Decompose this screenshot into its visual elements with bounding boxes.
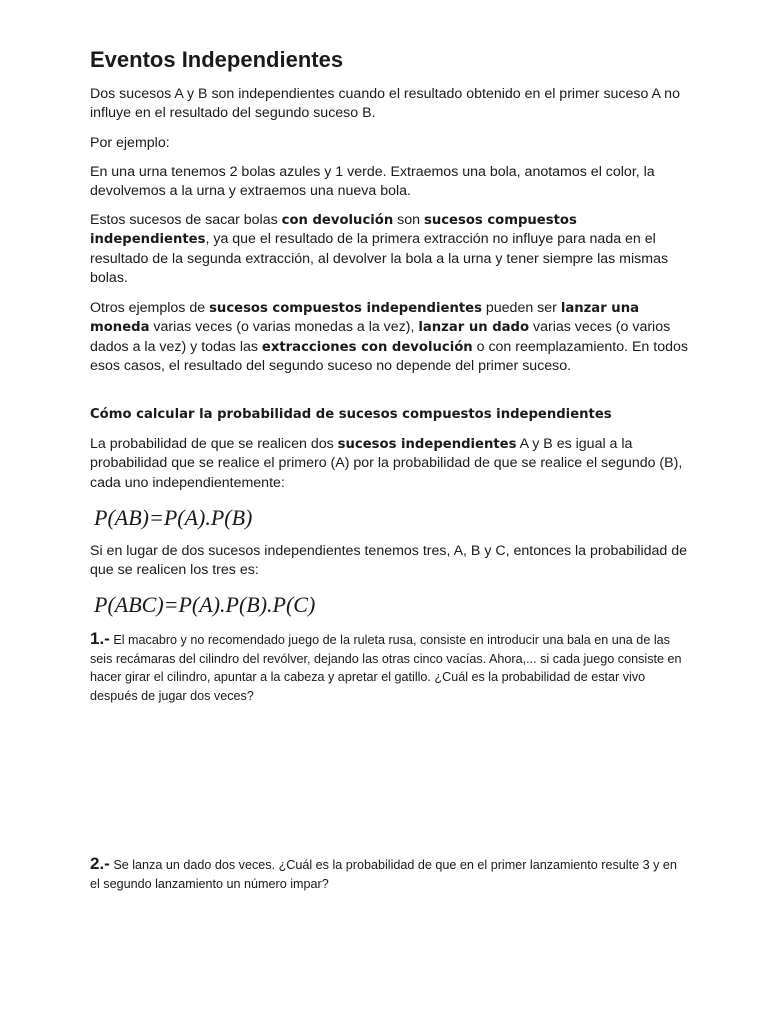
paragraph-urn-example: En una urna tenemos 2 bolas azules y 1 verde. Extraemos una bola, anotamos el color, la devolvemos a la urna y extraemos una nueva bola. [90,164,655,200]
bold-run: con devolución [281,213,394,228]
exercise-1 [90,630,690,705]
exercise-text: El macabro y no recomendado juego de la ruleta rusa, consiste en introducir una bala en una de las seis recámaras del cilindro del revólver, dejando las otras cinco vacías. Ahora,... si cada juego consiste en hacer girar el cilindro, apuntar a la cabeza y apretar el gatillo. ¿Cuál es la probabilidad de estar vivo después de jugar dos veces? [90,633,682,703]
exercise-2 [90,855,690,893]
bold-run: sucesos compuestos independientes [209,301,482,316]
text-run: o con reemplazamiento. En todos esos casos, el resultado del segundo suceso no depende del primer suceso. [90,338,688,375]
formula-two-events: P(AB)=P(A).P(B) [94,505,253,530]
exercise-number: 2.- [90,854,110,873]
bold-run: extracciones con devolución [261,339,473,355]
bold-run: sucesos compuestos independientes [90,213,577,248]
formula-three-events: P(ABC)=P(A).P(B).P(C) [94,592,316,617]
bold-run: sucesos independientes [337,437,517,452]
bold-run: lanzar un dado [418,320,530,336]
text-run: , ya que el resultado de la primera extracción no influye para nada en el resultado de la segunda extracción, al devolver la bola a la urna y tener siempre las mismas bolas. [90,231,669,287]
paragraph-other-examples [90,299,690,377]
text-run: varias veces (o varios dados a la vez) y todas las [90,319,671,355]
page-title: Eventos Independientes [90,47,344,72]
text-run: Otros ejemplos de [90,300,210,316]
text-run: varias veces (o varias monedas a la vez), [149,319,419,336]
section-heading: Cómo calcular la probabilidad de sucesos compuestos independientes [90,407,612,422]
text-run: A y B es igual a la probabilidad que se realice el primero (A) por la probabilidad de que se realice el segundo (B), cada uno independientemente: [90,436,683,491]
paragraph-probability-rule [90,435,690,493]
exercise-number: 1.- [90,629,110,648]
paragraph-three-events: Si en lugar de dos sucesos independientes tenemos tres, A, B y C, entonces la probabilidad de que se realicen los tres es: [90,543,688,579]
text-run: La probabilidad de que se realicen dos [90,436,338,452]
exercise-text: Se lanza un dado dos veces. ¿Cuál es la probabilidad de que en el primer lanzamiento resulte 3 y en el segundo lanzamiento un número impar? [90,858,677,891]
paragraph-example-intro: Por ejemplo: [90,135,170,151]
text-run: Estos sucesos de sacar bolas [90,212,282,228]
bold-run: lanzar una moneda [90,301,639,336]
text-run: son [393,212,424,228]
text-run: pueden ser [481,300,561,316]
paragraph-definition: Dos sucesos A y B son independientes cuando el resultado obtenido en el primer suceso A no influye en el resultado del segundo suceso B. [90,86,680,122]
paragraph-with-replacement [90,211,690,289]
